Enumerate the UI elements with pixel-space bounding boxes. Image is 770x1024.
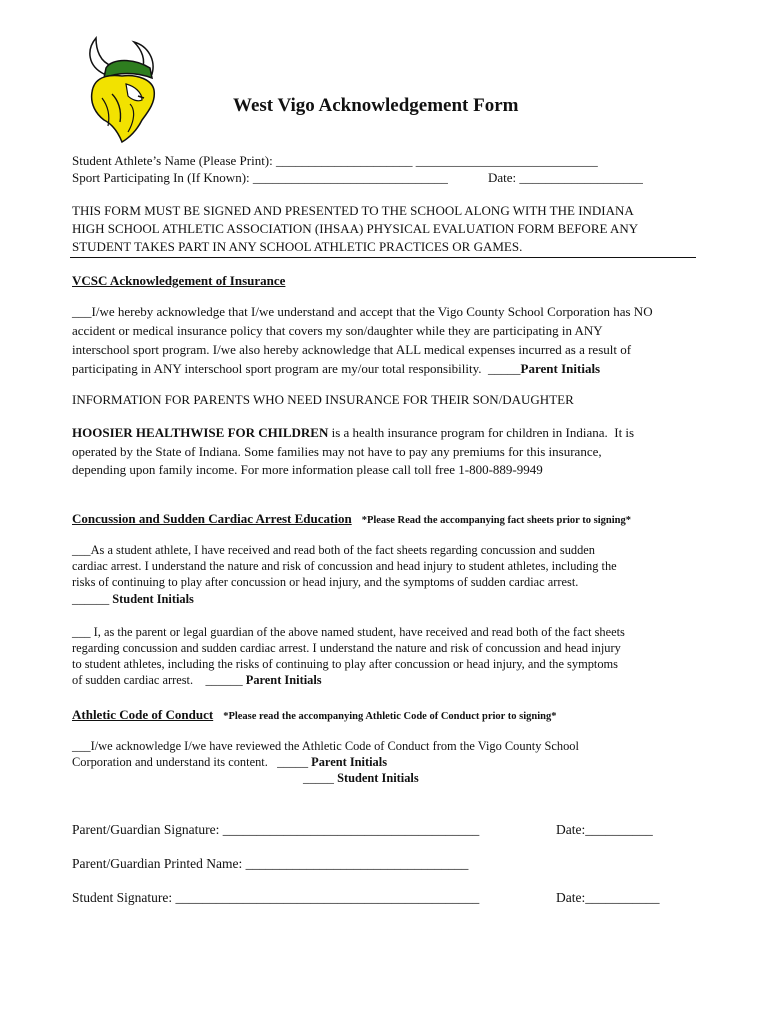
hoosier-line-1 — [72, 424, 634, 441]
header-date-field[interactable]: Date: ___________________ — [488, 170, 643, 185]
notice-line-2: HIGH SCHOOL ATHLETIC ASSOCIATION (IHSAA) PHYSICAL EVALUATION FORM BEFORE ANY — [72, 221, 639, 236]
concussion-note: *Please Read the accompanying fact sheets prior to signing* — [361, 515, 631, 526]
conduct-heading-row — [72, 706, 556, 724]
student-ack-initials-blank[interactable]: ______ — [72, 592, 113, 606]
hoosier-line-3: depending upon family income. For more information please call toll free 1-800-889-9949 — [72, 462, 543, 477]
conduct-note: *Please read the accompanying Athletic Code of Conduct prior to signing* — [223, 711, 557, 722]
notice-divider — [70, 257, 696, 258]
parent-ack-line-1: ___ I, as the parent or legal guardian of the above named student, have received and read both of the fact sheets — [72, 625, 625, 639]
insurance-line-2: accident or medical insurance policy that covers my son/daughter while they are participating in ANY — [72, 323, 603, 338]
parent-signature-field[interactable]: Parent/Guardian Signature: ______________________________________ — [72, 822, 480, 837]
insurance-line-4-text: participating in ANY interschool sport program are my/our total responsibility. _____ — [72, 361, 521, 376]
student-signature-field[interactable]: Student Signature: _____________________________________________ — [72, 890, 480, 905]
sport-field[interactable]: Sport Participating In (If Known): ______________________________ — [72, 170, 448, 185]
student-date-field[interactable]: Date:___________ — [556, 890, 660, 905]
student-ack-initials-row — [72, 591, 194, 608]
parent-ack-line-4-text[interactable]: of sudden cardiac arrest. ______ — [72, 673, 246, 687]
concussion-student-initials: Student Initials — [112, 592, 194, 606]
parent-ack-line-4 — [72, 672, 322, 689]
conduct-parent-initials: Parent Initials — [311, 755, 388, 769]
parent-printed-name-field[interactable]: Parent/Guardian Printed Name: _________________________________ — [72, 856, 469, 871]
conduct-line-1: ___I/we acknowledge I/we have reviewed the Athletic Code of Conduct from the Vigo County School — [72, 739, 579, 753]
notice-line-1: THIS FORM MUST BE SIGNED AND PRESENTED TO THE SCHOOL ALONG WITH THE INDIANA — [72, 203, 634, 218]
parent-date-field[interactable]: Date:__________ — [556, 822, 653, 837]
insurance-line-4 — [72, 360, 600, 377]
insurance-info-heading: INFORMATION FOR PARENTS WHO NEED INSURANCE FOR THEIR SON/DAUGHTER — [72, 392, 574, 407]
concussion-heading-row — [72, 510, 631, 528]
insurance-heading: VCSC Acknowledgement of Insurance — [72, 273, 286, 288]
student-ack-line-2: cardiac arrest. I understand the nature and risk of concussion and head injury to student athletes, including the — [72, 559, 617, 573]
conduct-student-row — [303, 770, 419, 787]
conduct-line-2 — [72, 754, 387, 771]
conduct-student-blank[interactable]: _____ — [303, 771, 338, 785]
viking-head-icon — [82, 36, 172, 144]
hoosier-program-name: HOOSIER HEALTHWISE FOR CHILDREN — [72, 425, 329, 440]
parent-ack-line-3: to student athletes, including the risks of continuing to play after concussion or head injury, and the symptoms — [72, 657, 619, 671]
hoosier-line-2: operated by the State of Indiana. Some families may not have to pay any premiums for this insurance, — [72, 444, 602, 459]
conduct-student-initials: Student Initials — [337, 771, 419, 785]
parent-ack-line-2: regarding concussion and sudden cardiac arrest. I understand the nature and risk of concussion and head injury — [72, 641, 621, 655]
hoosier-line-1-text: is a health insurance program for children in Indiana. It is — [328, 425, 635, 440]
page-title: West Vigo Acknowledgement Form — [233, 95, 519, 116]
student-name-field[interactable]: Student Athlete’s Name (Please Print): _____________________ ____________________________ — [72, 153, 598, 168]
insurance-line-3: interschool sport program. I/we also hereby acknowledge that ALL medical expenses incurred as a result of — [72, 342, 632, 357]
concussion-heading: Concussion and Sudden Cardiac Arrest Education — [72, 511, 352, 526]
conduct-heading: Athletic Code of Conduct — [72, 707, 214, 722]
student-ack-line-3: risks of continuing to play after concussion or head injury, and the symptoms of sudden cardiac arrest. — [72, 575, 579, 589]
insurance-line-1: ___I/we hereby acknowledge that I/we understand and accept that the Vigo County School Corporation has NO — [72, 304, 653, 319]
notice-line-3: STUDENT TAKES PART IN ANY SCHOOL ATHLETIC PRACTICES OR GAMES. — [72, 239, 523, 254]
concussion-parent-initials: Parent Initials — [245, 673, 322, 687]
insurance-parent-initials[interactable]: Parent Initials — [520, 361, 601, 376]
viking-logo — [82, 36, 172, 144]
conduct-line-2-text[interactable]: Corporation and understand its content. _____ — [72, 755, 312, 769]
student-ack-line-1: ___As a student athlete, I have received and read both of the fact sheets regarding concussion and sudden — [72, 543, 595, 557]
